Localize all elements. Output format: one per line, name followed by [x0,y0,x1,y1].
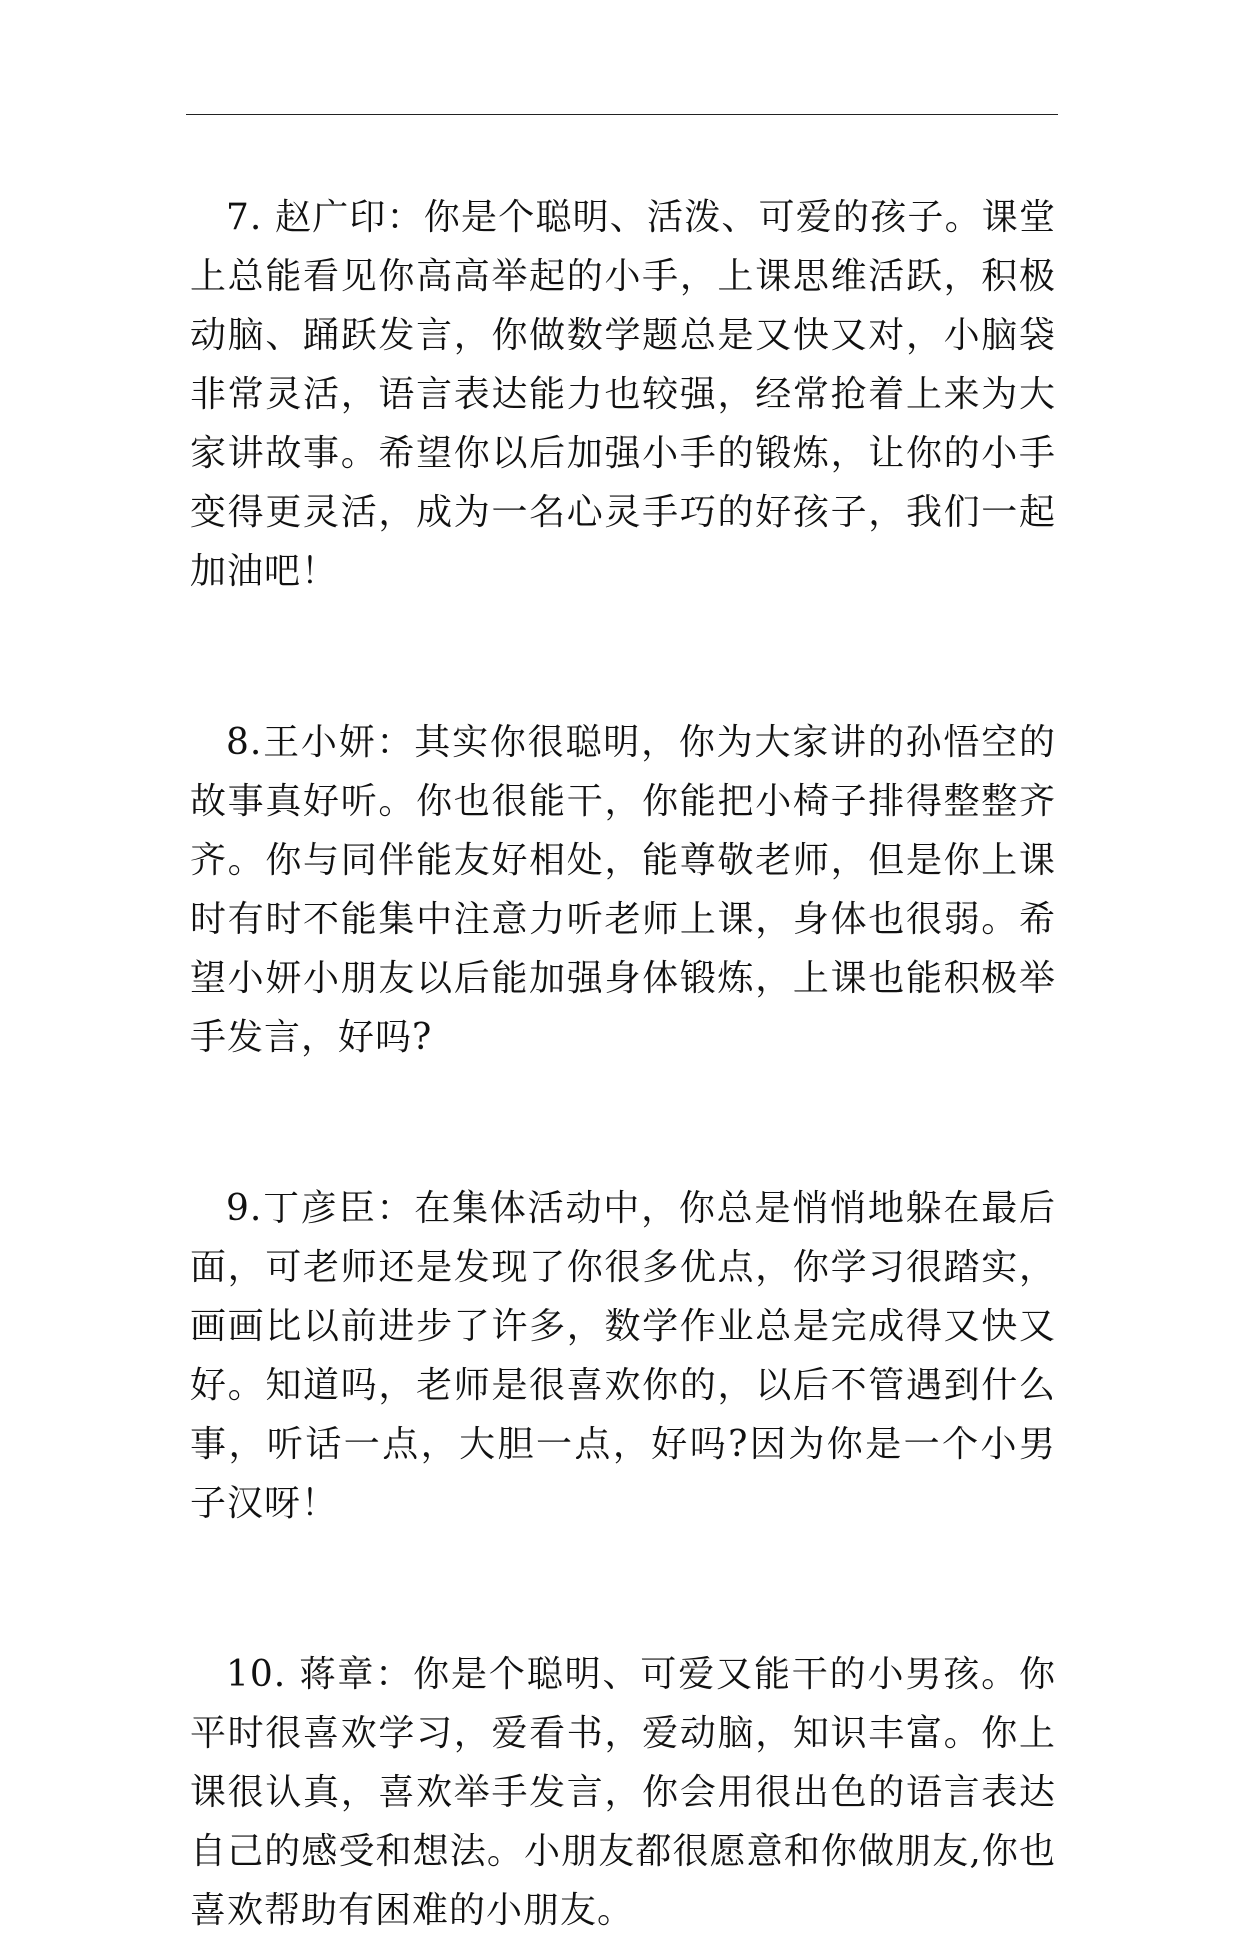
comment-paragraph-7: 7. 赵广印：你是个聪明、活泼、可爱的孩子。课堂上总能看见你高高举起的小手，上课思维活跃，积极动脑、踊跃发言，你做数学题总是又快又对，小脑袋非常灵活，语言表达能力也较强，经常抢着上来为大家讲故事。希望你以后加强小手的锻炼，让你的小手变得更灵活，成为一名心灵手巧的好孩子，我们一起加油吧！ [190,197,1056,592]
document-body [190,188,1056,1940]
header-rule [186,114,1058,115]
comment-paragraph-10: 10. 蒋章：你是个聪明、可爱又能干的小男孩。你平时很喜欢学习，爱看书，爱动脑，知识丰富。你上课很认真，喜欢举手发言，你会用很出色的语言表达自己的感受和想法。小朋友都很愿意和你做朋友,你也喜欢帮助有困难的小朋友。 [190,1654,1056,1931]
comment-paragraph-8: 8.王小妍：其实你很聪明，你为大家讲的孙悟空的故事真好听。你也很能干，你能把小椅子排得整整齐齐。你与同伴能友好相处，能尊敬老师，但是你上课时有时不能集中注意力听老师上课，身体也很弱。希望小妍小朋友以后能加强身体锻炼，上课也能积极举手发言，好吗? [190,722,1056,1058]
comment-paragraph-9: 9.丁彦臣：在集体活动中，你总是悄悄地躲在最后面，可老师还是发现了你很多优点，你学习很踏实，画画比以前进步了许多，数学作业总是完成得又快又好。知道吗，老师是很喜欢你的，以后不管遇到什么事，听话一点，大胆一点，好吗?因为你是一个小男子汉呀！ [190,1188,1056,1524]
